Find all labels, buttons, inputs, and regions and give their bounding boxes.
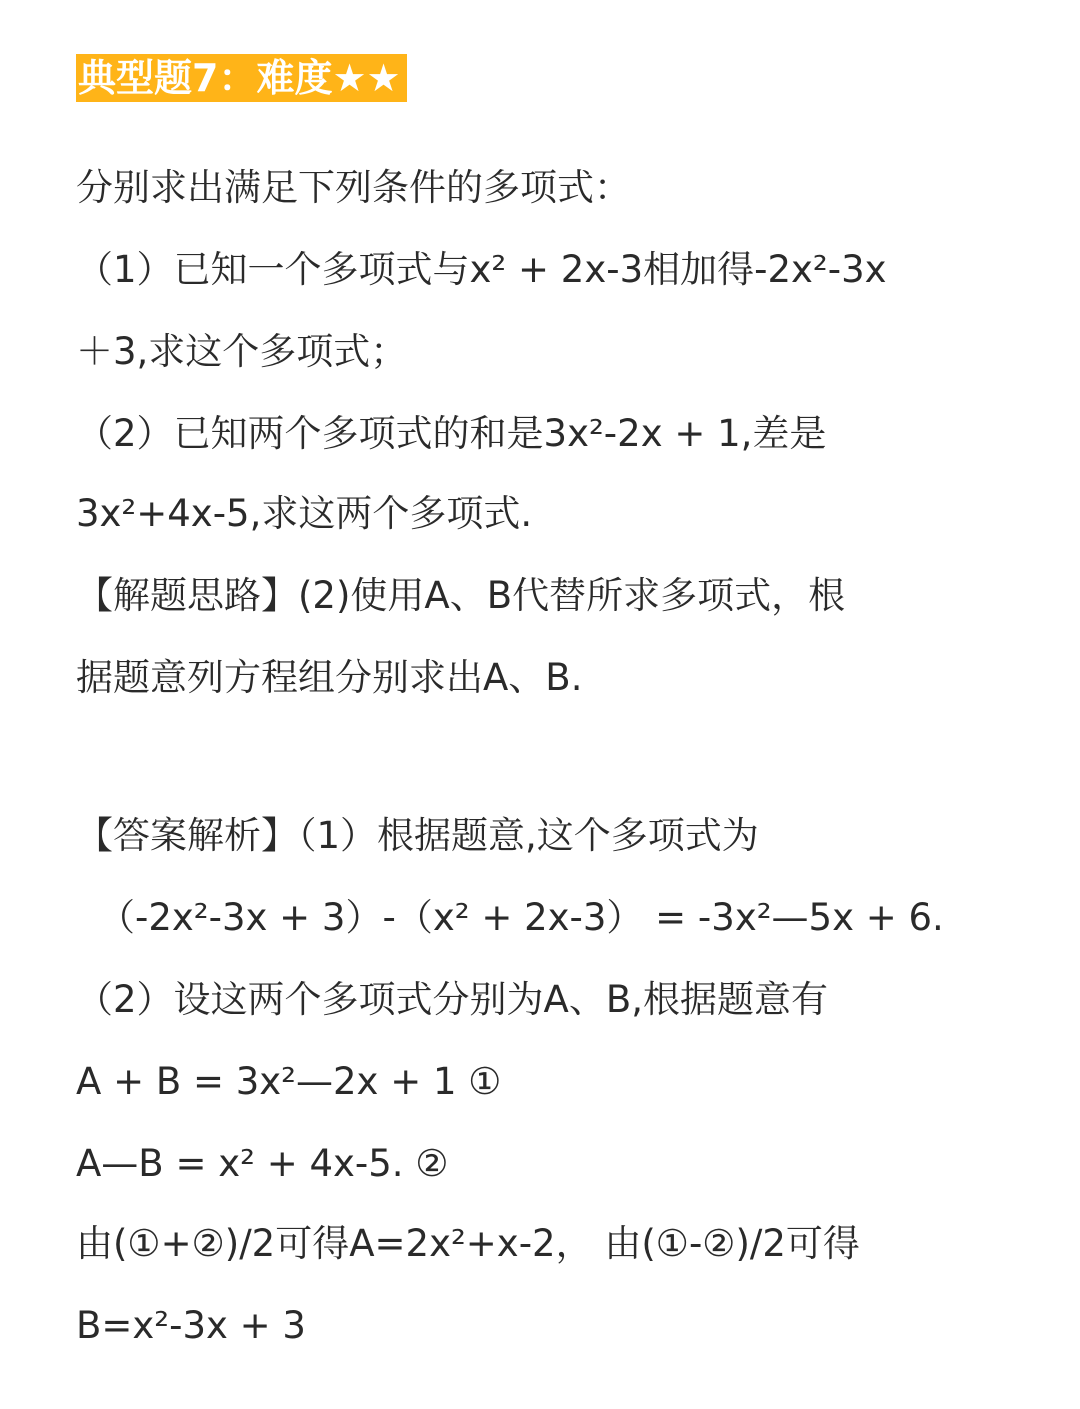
answer-line3: （2）设这两个多项式分别为A、B,根据题意有: [76, 978, 828, 1021]
answer-line2: （-2x²-3x + 3）-（x² + 2x-3） = -3x²—5x + 6.: [98, 896, 944, 939]
problem-intro: 分别求出满足下列条件的多项式：: [76, 166, 631, 209]
answer-line5: B=x²-3x + 3: [76, 1304, 306, 1347]
problem-part2-line1: （2）已知两个多项式的和是3x²-2x + 1,差是: [76, 412, 827, 455]
equation-1: A + B = 3x²—2x + 1 ①: [76, 1060, 502, 1103]
answer-line1: 【答案解析】（1）根据题意,这个多项式为: [76, 814, 759, 857]
problem-title: 典型题7：难度★★: [76, 54, 407, 102]
answer-line4: 由(①+②)/2可得A=2x²+x-2， 由(①-②)/2可得: [76, 1222, 860, 1265]
problem-part1-line1: （1）已知一个多项式与x² + 2x-3相加得-2x²-3x: [76, 248, 887, 291]
problem-part1-line2: ＋3,求这个多项式；: [76, 330, 408, 373]
solution-idea-line2: 据题意列方程组分别求出A、B.: [76, 656, 583, 699]
solution-idea-line1: 【解题思路】(2)使用A、B代替所求多项式，根: [76, 574, 846, 617]
problem-part2-line2: 3x²+4x-5,求这两个多项式.: [76, 492, 533, 535]
equation-2: A—B = x² + 4x-5. ②: [76, 1142, 449, 1185]
